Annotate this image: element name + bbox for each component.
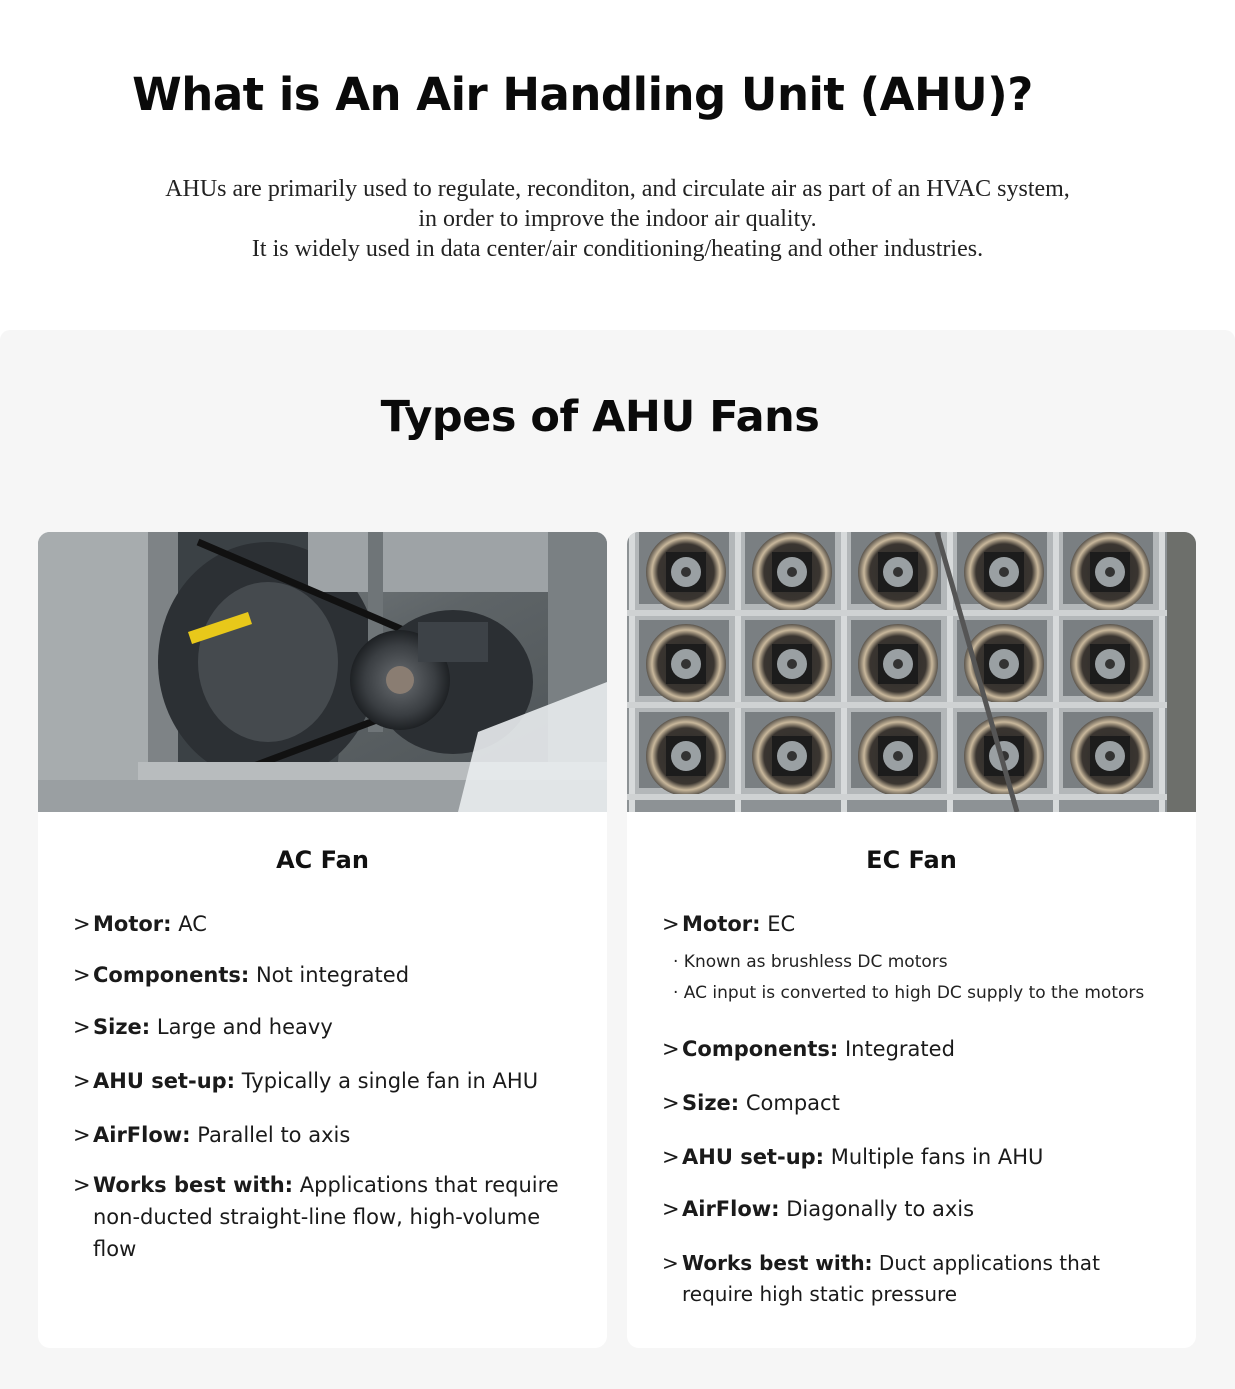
spec-label: Components: [682,1037,839,1061]
arrow-marker: > [73,1173,91,1197]
ec-spec-size [662,1087,1166,1119]
arrow-marker: > [662,1091,680,1115]
spec-label: AHU set-up: [93,1069,236,1093]
ac-spec-works-best [73,1169,577,1265]
ac-fan-card [38,532,607,1348]
spec-value: Not integrated [249,963,410,987]
spec-value: Duct applications that require high static pressure [682,1251,1100,1306]
arrow-marker: > [73,1015,91,1039]
ec-motor-note: · AC input is converted to high DC supply to the motors [673,983,1145,1003]
ac-fan-photo [38,532,607,812]
spec-value: Multiple fans in AHU [824,1145,1044,1169]
spec-label: Works best with: [93,1173,294,1197]
ec-spec-setup [662,1141,1166,1173]
ec-fan-title: EC Fan [866,846,957,874]
ec-spec-components [662,1033,1166,1065]
intro-line: AHUs are primarily used to regulate, reconditon, and circulate air as part of an HVAC system, [165,176,1070,202]
page-title: What is An Air Handling Unit (AHU)? [132,68,1033,121]
section-title: Types of AHU Fans [380,392,820,442]
ec-fan-card [627,532,1196,1348]
spec-value: Applications that require non-ducted straight-line flow, high-volume flow [93,1173,559,1261]
ec-fan-photo [627,532,1196,812]
spec-label: AirFlow: [682,1197,780,1221]
spec-label: AirFlow: [93,1123,191,1147]
ac-spec-setup [73,1065,577,1097]
ac-spec-components [73,959,577,991]
arrow-marker: > [662,912,680,936]
ec-spec-works-best [662,1248,1166,1310]
spec-value: Integrated [838,1037,955,1061]
ac-spec-size [73,1011,577,1043]
ac-spec-motor [73,908,577,940]
spec-value: Typically a single fan in AHU [235,1069,539,1093]
arrow-marker: > [662,1251,679,1275]
ec-motor-note: · Known as brushless DC motors [673,952,948,972]
arrow-marker: > [662,1197,680,1221]
arrow-marker: > [73,912,91,936]
spec-label: Motor: [682,912,761,936]
arrow-marker: > [73,1123,91,1147]
spec-label: Size: [682,1091,740,1115]
spec-label: Works best with: [682,1251,873,1275]
spec-value: Large and heavy [150,1015,333,1039]
ec-spec-airflow [662,1193,1166,1225]
intro-line: in order to improve the indoor air quality. [418,206,817,232]
spec-label: Size: [93,1015,151,1039]
spec-value: AC [171,912,207,936]
spec-value: EC [760,912,796,936]
arrow-marker: > [662,1037,680,1061]
spec-label: Components: [93,963,250,987]
ac-spec-airflow [73,1119,577,1151]
spec-label: Motor: [93,912,172,936]
arrow-marker: > [73,963,91,987]
intro-paragraph [0,174,1235,264]
ec-spec-motor [662,908,1166,940]
intro-line: It is widely used in data center/air conditioning/heating and other industries. [251,236,984,262]
spec-value: Diagonally to axis [779,1197,975,1221]
arrow-marker: > [73,1069,91,1093]
spec-value: Compact [739,1091,840,1115]
spec-value: Parallel to axis [190,1123,351,1147]
ac-fan-title: AC Fan [276,846,369,874]
spec-label: AHU set-up: [682,1145,825,1169]
arrow-marker: > [662,1145,680,1169]
